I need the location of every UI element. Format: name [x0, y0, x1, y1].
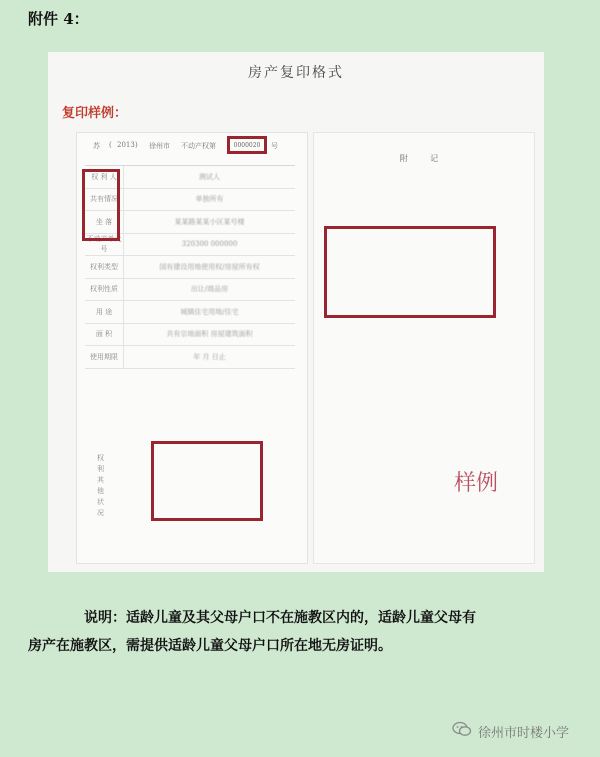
notes-title: 附 记	[399, 154, 449, 163]
other-status-label: 权利其他状况	[97, 454, 104, 517]
description-line-1: 说明：适龄儿童及其父母户口不在施教区内的，适龄儿童父母有	[84, 610, 476, 626]
certificate-right-page	[313, 132, 535, 564]
sample-heading: 复印样例：	[62, 106, 128, 121]
row-value: 320300 000000	[181, 240, 238, 249]
header-cert-type: 不动产权第	[181, 142, 216, 150]
account-name: 徐州市时楼小学	[478, 725, 570, 741]
certificate-left-page	[76, 132, 308, 564]
document-photo	[48, 52, 544, 572]
table-row	[85, 279, 295, 302]
row-value: 测试人	[199, 172, 220, 181]
wechat-icon	[452, 721, 472, 741]
header-year: 2013	[117, 141, 135, 149]
row-label: 权 利 人	[85, 166, 124, 188]
row-label: 面 积	[85, 324, 124, 346]
header-paren-close: )	[135, 141, 138, 149]
description-line-2: 房产在施教区，需提供适龄儿童父母户口所在地无房证明。	[28, 638, 392, 654]
description	[28, 604, 548, 660]
document-title: 房产复印格式	[248, 65, 344, 81]
header-city: 徐州市	[149, 142, 170, 150]
row-value: 某某路某某小区某号楼	[174, 217, 245, 226]
table-row	[85, 346, 295, 369]
row-value: 年 月 日止	[193, 352, 226, 361]
row-value: 单独所有	[195, 195, 224, 204]
attachment-label: 附件 4：	[28, 10, 89, 28]
account-brand	[452, 721, 569, 741]
row-value: 国有建设用地使用权/房屋所有权	[159, 262, 260, 271]
header-suffix: 号	[271, 142, 278, 150]
table-row	[85, 324, 295, 347]
row-value: 出让/商品房	[190, 285, 229, 294]
certificate-number: 0000020	[233, 141, 261, 149]
row-value: 共有宗地面积 房屋建筑面积	[166, 330, 253, 339]
owner-info-highlight	[82, 169, 120, 241]
certificate-number-highlight	[227, 136, 267, 154]
row-label: 不动产单元号	[85, 234, 124, 256]
row-label: 共有情况	[85, 189, 124, 211]
header-paren-open: (	[109, 141, 112, 149]
row-label: 坐 落	[85, 211, 124, 233]
row-label: 权利性质	[85, 279, 124, 301]
table-row	[85, 301, 295, 324]
seal-area-left-highlight	[151, 441, 263, 521]
row-label: 使用期限	[85, 346, 124, 368]
sample-watermark: 样例	[454, 471, 499, 496]
row-value: 城镇住宅用地/住宅	[180, 307, 239, 316]
seal-area-right-highlight	[324, 226, 496, 318]
header-province: 苏	[93, 142, 100, 150]
row-label: 用 途	[85, 301, 124, 323]
row-label: 权利类型	[85, 256, 124, 278]
table-row	[85, 256, 295, 279]
